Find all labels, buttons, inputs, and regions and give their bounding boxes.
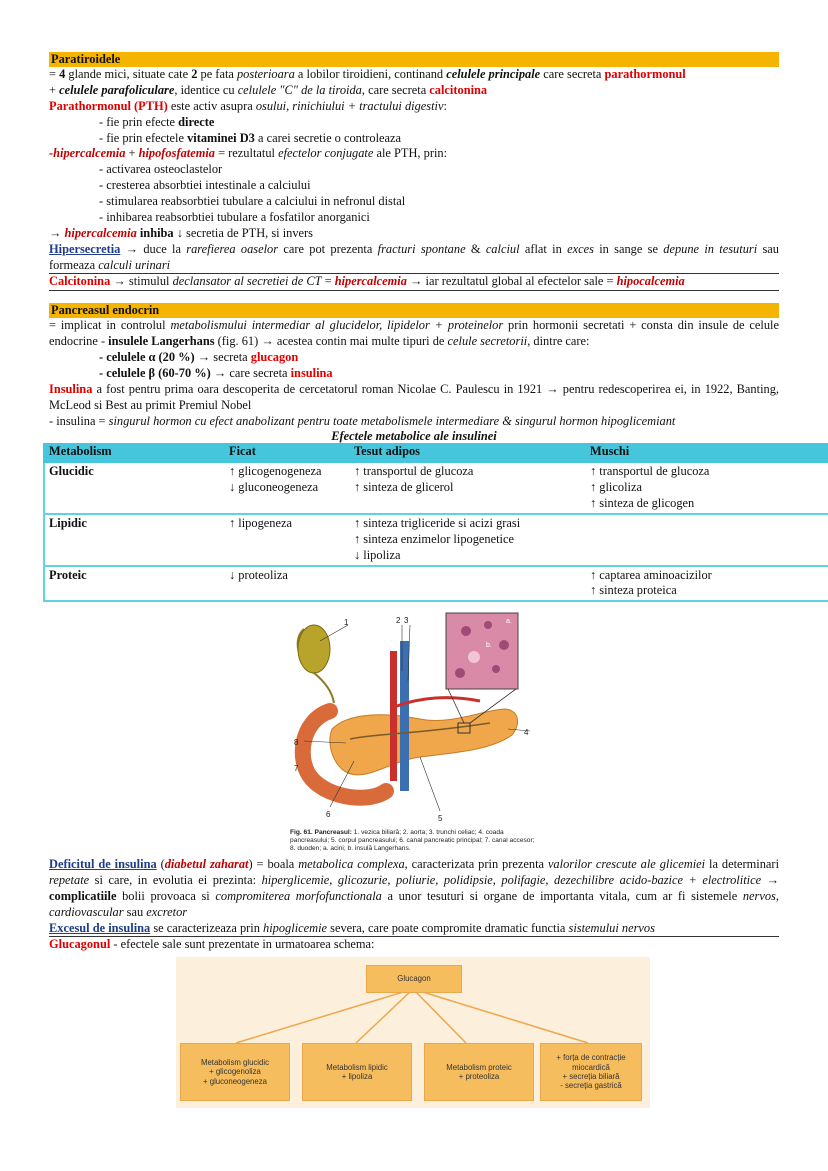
table-header: Ficat — [225, 443, 350, 462]
table-cell: ↑ transportul de glucoza ↑ glicoliza ↑ sinteza de glicogen — [586, 462, 828, 514]
list-item: - activarea osteoclastelor — [99, 162, 223, 177]
table-row — [44, 462, 828, 514]
section-header-paratiroidele — [49, 52, 779, 67]
table-header-row — [44, 443, 828, 462]
paragraph-deficit-insulina: Deficitul de insulina (diabetul zaharat) = boala metabolica complexa, caracterizata prin prezenta valorilor crescute ale glicemiei la determinari repetate si care, in evolutia ei prezinta: hiperglicemie, glicozurie, poliurie, polidipsie, polifagie, dezechilibre acido-bazice + electrolitice → complicatiile bolii provoaca si compromiterea morfofunctionala a unor tesuturi si organe de importanta vitala, cum ar fi sistemele nervos, cardiovascular sau excretor — [49, 857, 780, 919]
glucagon-schema — [176, 957, 650, 1108]
table-cell: Proteic — [44, 566, 225, 602]
paragraph-insulina-history: Insulina a fost pentru prima oara descoperita de cercetatorul roman Nicolae C. Paulescu in 1921 → pentru redescoperirea ei, in 1922, Banting, McLeod si Best au primit Premiul Nobel — [49, 381, 779, 412]
term-deficit-insulina: Deficitul de insulina — [49, 857, 157, 871]
schema-box-cardiac-secretion: + forța de contracție miocardică + secreția biliară - secreția gastrică — [540, 1043, 642, 1101]
figure-label: 8 — [294, 738, 299, 747]
figure-label: 7 — [294, 764, 299, 773]
table-cell: ↑ captarea aminoacizilor ↑ sinteza proteica — [586, 566, 828, 602]
bullet-direct: - fie prin efecte directe — [99, 114, 215, 129]
figure-label: 3 — [404, 616, 409, 625]
table-row — [44, 514, 828, 566]
bullet-celule-beta: - celulele β (60-70 %) → care secreta insulina — [99, 365, 333, 380]
section-title: Paratiroidele — [51, 52, 121, 66]
paragraph-pth: Parathormonul (PTH) este activ asupra osului, rinichiului + tractului digestiv: — [49, 98, 447, 113]
table-row — [44, 566, 828, 602]
table-header: Muschi — [586, 443, 828, 462]
paragraph-hipercalcemia: -hipercalcemia + hipofosfatemia = rezultatul efectelor conjugate ale PTH, prin: — [49, 146, 448, 161]
figure-caption: Fig. 61. Pancreasul: 1. vezica biliară; 2. aorta; 3. trunchi celiac; 4. coada pancreasului; 5. corpul pancreasului; 6. canal pancreatic principal; 7. canal accesor; 8. duoden; a. acini; b. insulă Langerhans. — [290, 829, 535, 853]
paragraph-feedback: → hipercalcemia inhiba ↓ secretia de PTH, si invers — [49, 225, 313, 240]
table-cell — [350, 566, 586, 602]
table-header: Metabolism — [44, 443, 225, 462]
table-cell: ↑ lipogeneza — [225, 514, 350, 566]
table-cell — [586, 514, 828, 566]
table-cell: ↑ transportul de glucoza ↑ sinteza de glicerol — [350, 462, 586, 514]
paragraph-exces-insulina: Excesul de insulina se caracterizeaza prin hipoglicemie severa, care poate compromite dramatic functia sistemului nervos — [49, 921, 779, 938]
pancreas-figure — [290, 611, 532, 829]
bottom-content — [49, 857, 779, 953]
paragraph-hipersecretia: Hipersecretia → duce la rarefierea oaselor care pot prezenta fracturi spontane & calciul aflat in exces in sange se depune in tesuturi sau formeaza calculi urinari — [49, 242, 779, 275]
figure-label: 5 — [438, 814, 443, 823]
section-title: Pancreasul endocrin — [51, 303, 160, 318]
bullet-celule-alfa: - celulele α (20 %) → secreta glucagon — [99, 350, 299, 364]
table-header: Tesut adipos — [350, 443, 586, 462]
table-caption: Efectele metabolice ale insulinei — [331, 429, 497, 444]
section-header-pancreas — [49, 303, 779, 318]
table-cell: ↑ sinteza trigliceride si acizi grasi ↑ sinteza enzimelor lipogenetice ↓ lipoliza — [350, 514, 586, 566]
figure-label: 1 — [344, 618, 349, 627]
schema-box-glucidic: Metabolism glucidic + glicogenoliza + gluconeogeneza — [180, 1043, 290, 1101]
table-cell: Glucidic — [44, 462, 225, 514]
list-item: - inhibarea reabsorbtiei tubulare a fosfatilor anorganici — [99, 209, 370, 224]
paragraph-calcitonina: Calcitonina → stimulul declansator al secretiei de CT = hipercalcemia → iar rezultatul global al efectelor sale = hipocalcemia — [49, 274, 779, 291]
figure-label: a. — [506, 618, 512, 625]
schema-box-lipidic: Metabolism lipidic + lipoliza — [302, 1043, 412, 1101]
table-cell: Lipidic — [44, 514, 225, 566]
paragraph-pancreas-intro: = implicat in controlul metabolismului intermediar al glucidelor, lipidelor + proteinelor prin hormonii secretati + consta din insule de celule endocrine - insulele Langerhans (fig. 61) → acestea contin mai multe tipuri de celule secretorii, dintre care: — [49, 318, 780, 349]
term-hipersecretia: Hipersecretia — [49, 241, 121, 256]
list-item: - stimularea reabsorbtiei tubulare a calciului in nefronul distal — [99, 194, 406, 208]
figure-label: b. — [486, 642, 492, 649]
aorta-red — [390, 651, 397, 781]
gallbladder-shape — [298, 625, 330, 673]
figure-label: 6 — [326, 810, 331, 819]
list-item: - cresterea absorbtiei intestinale a calciului — [99, 178, 311, 193]
paragraph-paratiroidele-intro: = 4 glande mici, situate cate 2 pe fata posterioara a lobilor tiroidieni, continand celulele principale care secreta parathormonul + celulele parafoliculare, identice cu celulele "C" de la tiroida, care secreta calcitonina — [49, 67, 686, 97]
table-cell: ↓ proteoliza — [225, 566, 350, 602]
bullet-vitamina-d3: - fie prin efectele vitaminei D3 a carei secretie o controleaza — [99, 130, 402, 145]
vessel-blue — [400, 641, 409, 791]
term-exces-insulina: Excesul de insulina — [49, 920, 151, 935]
figure-label: 2 — [396, 616, 401, 625]
paragraph-insulina-def: - insulina = singurul hormon cu efect anabolizant pentru toate metabolismele intermediare & singurul hormon hipoglicemiant — [49, 413, 676, 428]
schema-root-glucagon: Glucagon — [366, 965, 462, 993]
table-cell: ↑ glicogenogeneza ↓ gluconeogeneza — [225, 462, 350, 514]
paragraph-glucagon: Glucagonul - efectele sale sunt prezentate in urmatoarea schema: — [49, 937, 375, 952]
schema-box-proteic: Metabolism proteic + proteoliza — [424, 1043, 534, 1101]
page-content — [49, 52, 779, 602]
figure-label: 4 — [524, 728, 529, 737]
insulin-effects-table — [43, 443, 828, 602]
